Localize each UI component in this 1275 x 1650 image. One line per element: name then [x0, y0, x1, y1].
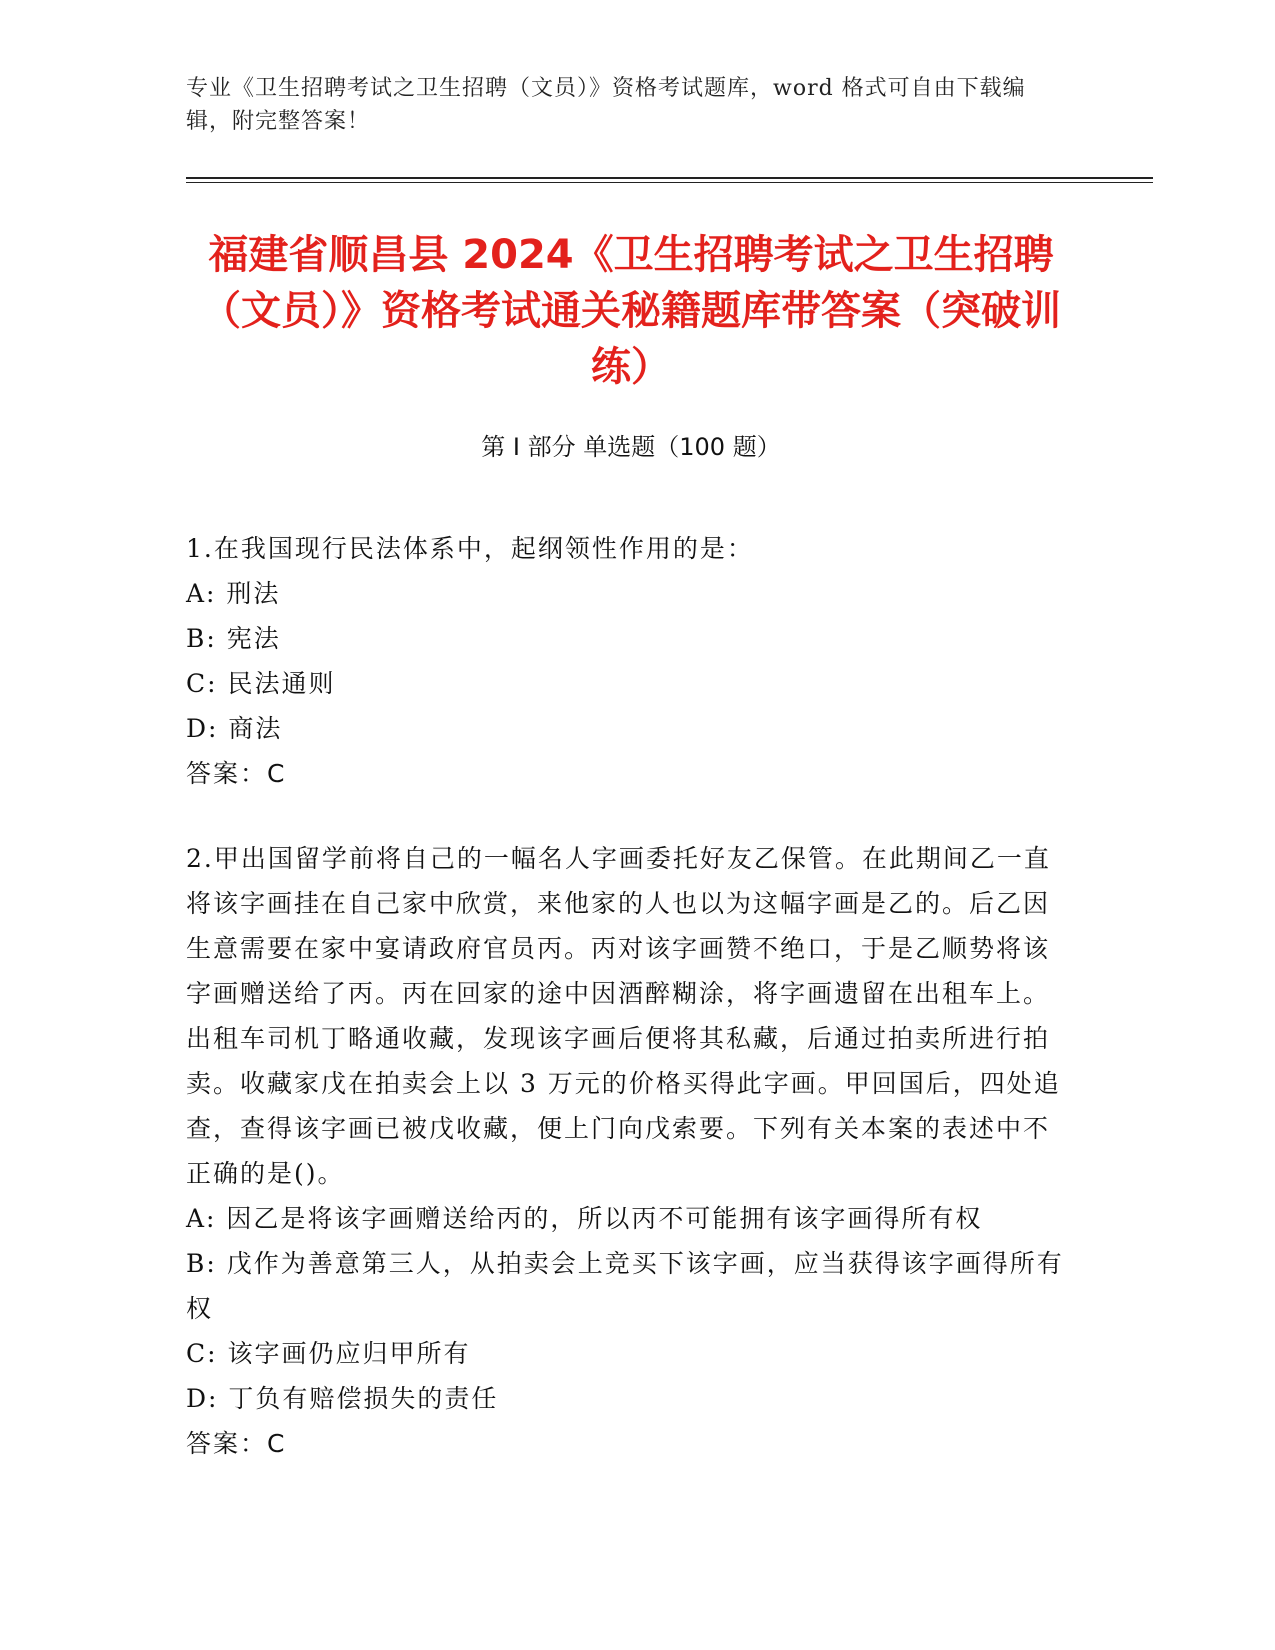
header-note: 专业《卫生招聘考试之卫生招聘（文员）》资格考试题库，word 格式可自由下载编辑，附完整答案！ — [186, 76, 1026, 134]
question-2 — [186, 836, 1066, 1466]
answer-text: 答案：C — [186, 759, 287, 788]
option-c: C: 该字画仍应归甲所有 — [186, 1339, 471, 1368]
option-a: A: 刑法 — [186, 579, 281, 608]
answer-text: 答案：C — [186, 1429, 287, 1458]
option-a: A: 因乙是将该字画赠送给丙的，所以丙不可能拥有该字画得所有权 — [186, 1204, 983, 1233]
section-title: 第 I 部分 单选题（100 题） — [481, 433, 781, 461]
option-b: B: 戊作为善意第三人，从拍卖会上竞买下该字画，应当获得该字画得所有权 — [186, 1249, 1064, 1323]
question-1 — [186, 526, 1066, 796]
header-rule-thick — [186, 177, 1153, 179]
question-stem: 1.在我国现行民法体系中，起纲领性作用的是： — [186, 534, 754, 563]
option-c: C: 民法通则 — [186, 669, 336, 698]
option-d: D: 商法 — [186, 714, 283, 743]
question-gap — [186, 796, 1066, 836]
question-stem: 2.甲出国留学前将自己的一幅名人字画委托好友乙保管。在此期间乙一直将该字画挂在自己家中欣赏，来他家的人也以为这幅字画是乙的。后乙因生意需要在家中宴请政府官员丙。丙对该字画赞不绝口，于是乙顺势将该字画赠送给了丙。丙在回家的途中因酒醉糊涂，将字画遗留在出租车上。出租车司机丁略通收藏，发现该字画后便将其私藏，后通过拍卖所进行拍卖。收藏家戊在拍卖会上以 3 万元的价格买得此字画。甲回国后，四处追查，查得该字画已被戊收藏，便上门向戊索要。下列有关本案的表述中不正确的是()。 — [186, 844, 1061, 1188]
document-title: 福建省顺昌县 2024《卫生招聘考试之卫生招聘（文员）》资格考试通关秘籍题库带答案（突破训练） — [201, 232, 1061, 390]
option-b: B: 宪法 — [186, 624, 281, 653]
header-rule-thin — [186, 182, 1153, 183]
option-d: D: 丁负有赔偿损失的责任 — [186, 1384, 499, 1413]
question-list — [186, 526, 1066, 1466]
